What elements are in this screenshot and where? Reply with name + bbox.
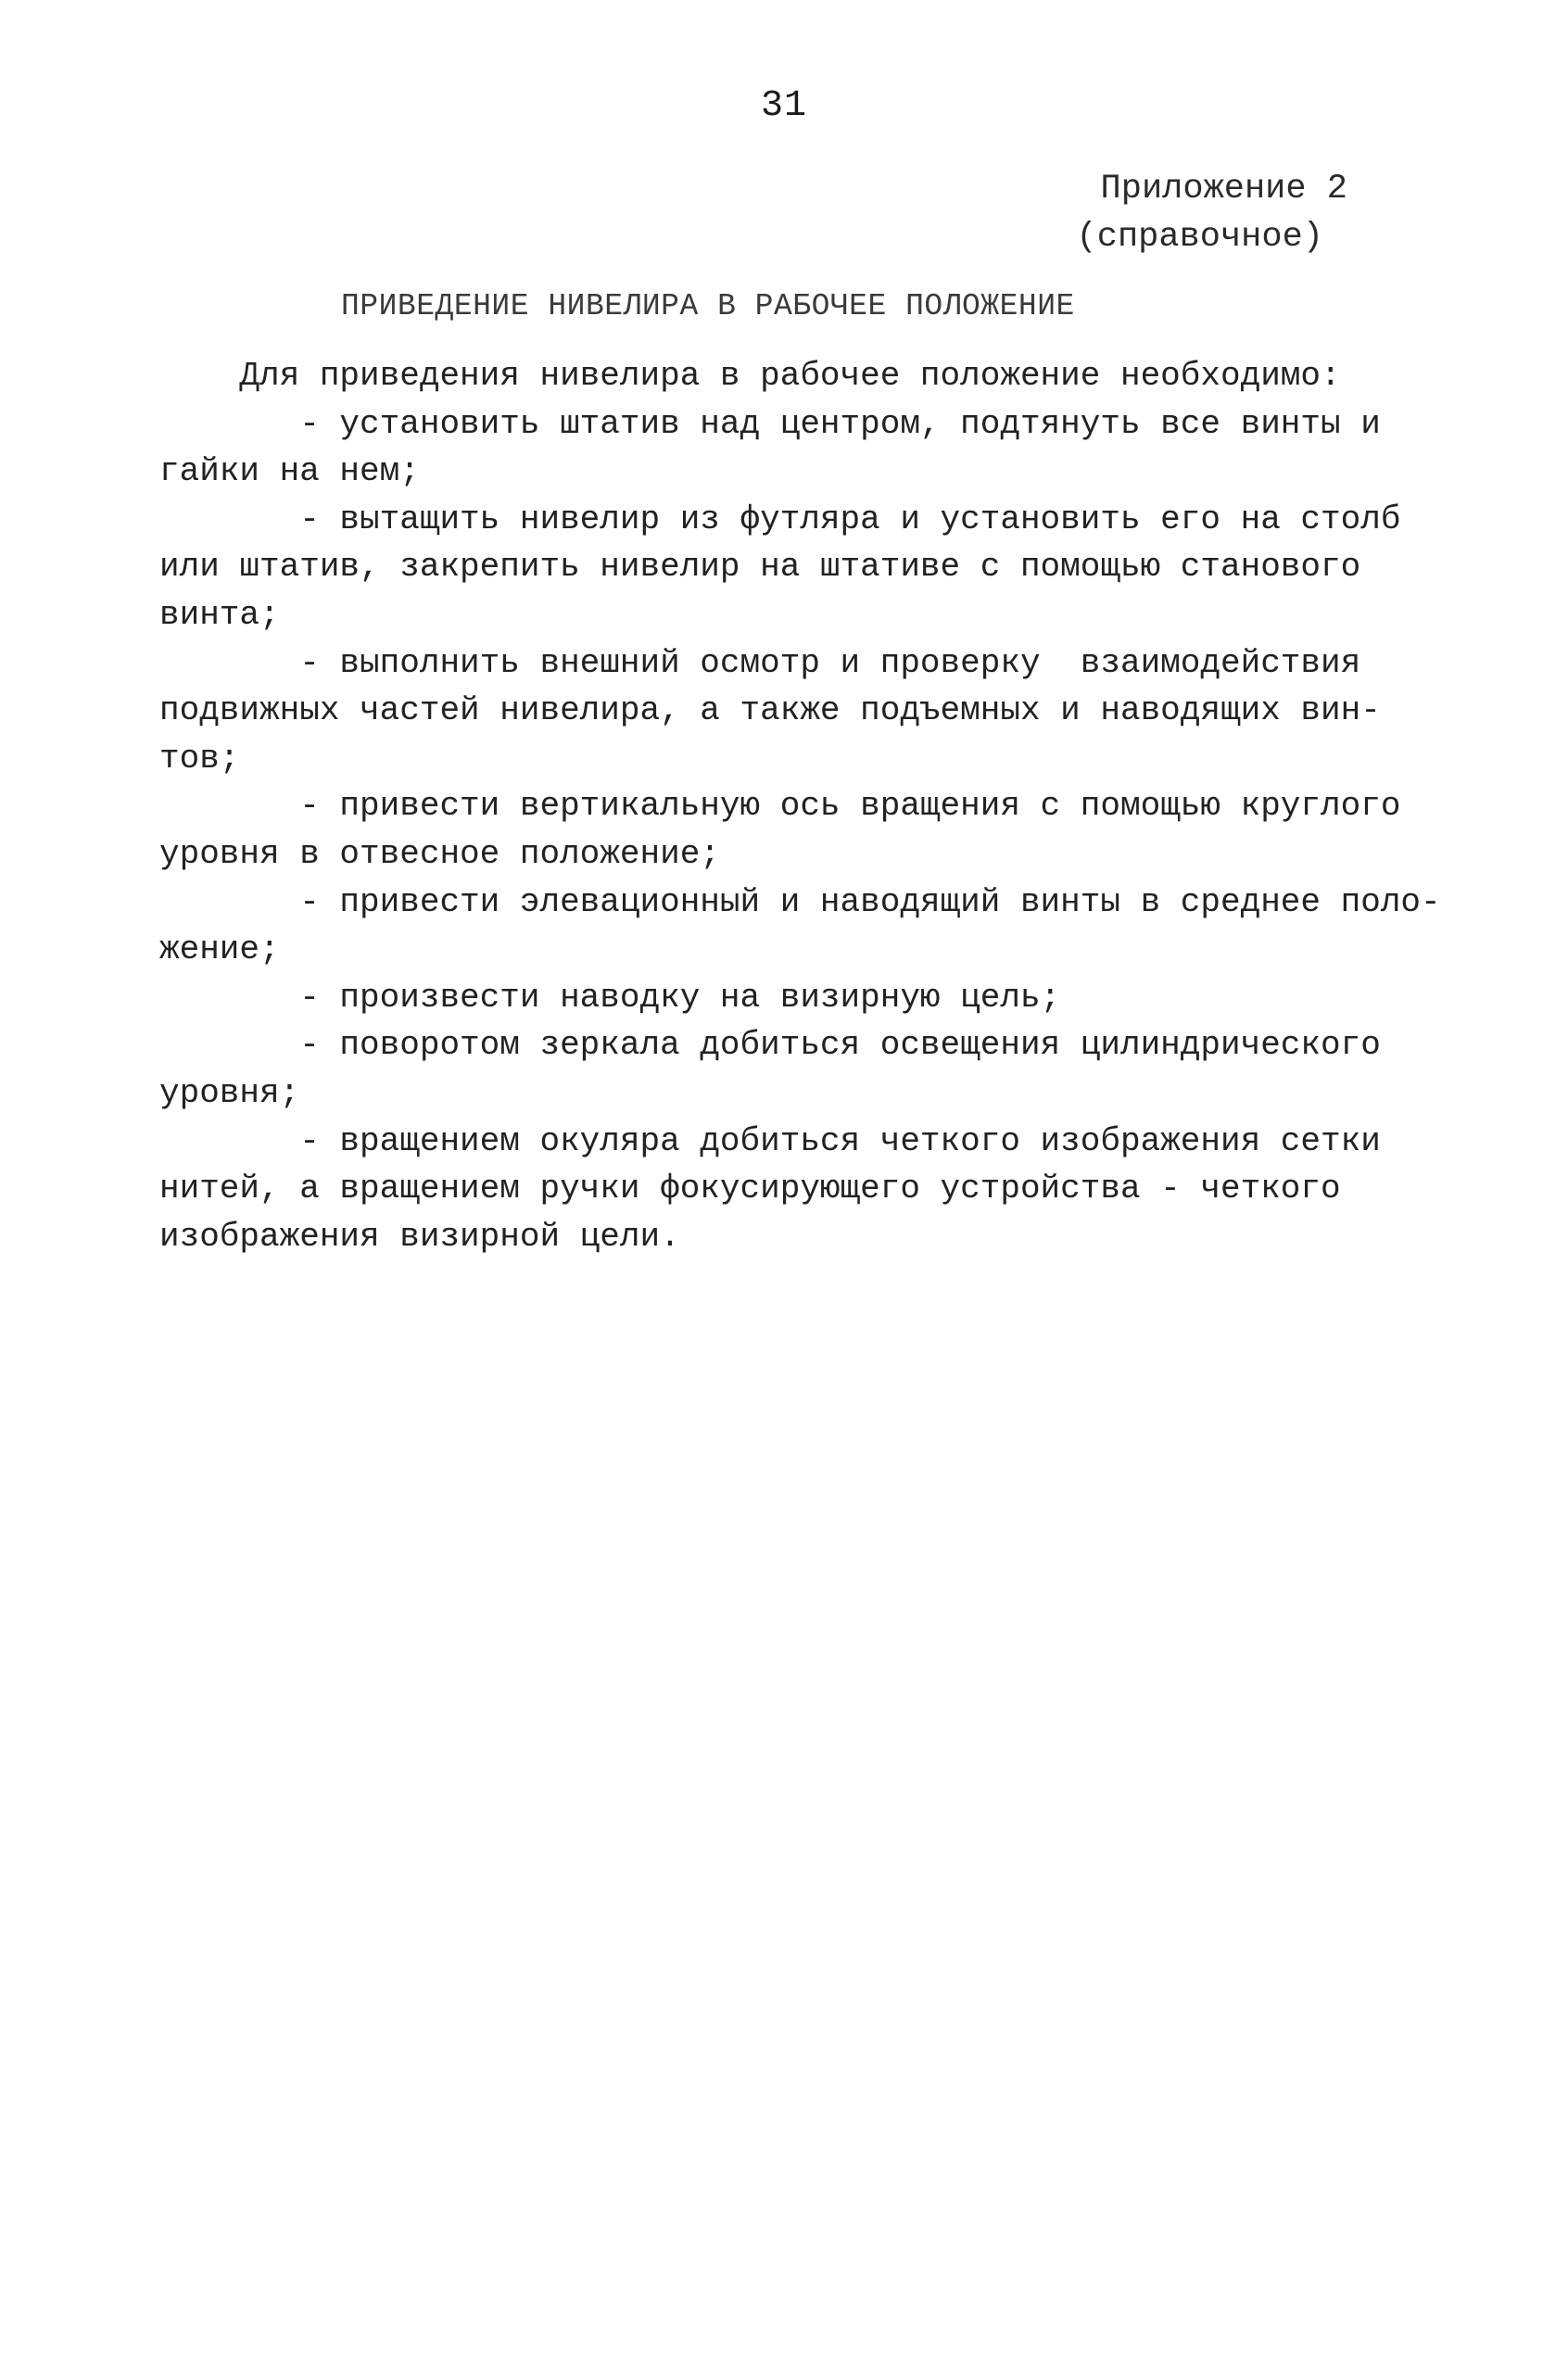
body-line: гайки на нем; bbox=[159, 452, 420, 491]
body-line: Для приведения нивелира в рабочее положение необходимо: bbox=[159, 357, 1341, 395]
body-line: жение; bbox=[159, 930, 280, 969]
body-line: - выполнить внешний осмотр и проверку взаимодействия bbox=[159, 643, 1361, 682]
section-title: ПРИВЕДЕНИЕ НИВЕЛИРА В РАБОЧЕЕ ПОЛОЖЕНИЕ bbox=[341, 289, 1075, 323]
body-line: изображения визирной цели. bbox=[159, 1217, 680, 1256]
appendix-type: (справочное) bbox=[1076, 218, 1323, 257]
body-line: - установить штатив над центром, подтянуть все винты и bbox=[159, 404, 1381, 443]
body-line: - привести элевационный и наводящий винты в среднее поло- bbox=[159, 882, 1441, 921]
body-line: нитей, а вращением ручки фокусирующего устройства - четкого bbox=[159, 1170, 1341, 1208]
body-line: - привести вертикальную ось вращения с помощью круглого bbox=[159, 787, 1401, 826]
body-line: - вращением окуляра добиться четкого изображения сетки bbox=[159, 1121, 1381, 1160]
body-line: уровня; bbox=[159, 1073, 300, 1112]
body-line: - произвести наводку на визирную цель; bbox=[159, 978, 1061, 1017]
appendix-label bbox=[1077, 165, 1347, 261]
body-line: подвижных частей нивелира, а также подъемных и наводящих вин- bbox=[159, 691, 1381, 730]
body-line: или штатив, закрепить нивелир на штативе с помощью станового bbox=[159, 548, 1361, 587]
body-line: винта; bbox=[159, 595, 280, 634]
body-line: - поворотом зеркала добиться освещения цилиндрического bbox=[159, 1026, 1381, 1065]
body-line: тов; bbox=[159, 739, 240, 778]
body-line: уровня в отвесное положение; bbox=[159, 834, 720, 873]
instruction-body bbox=[159, 352, 1441, 1260]
page-number: 31 bbox=[760, 85, 807, 127]
appendix-number: Приложение 2 bbox=[1100, 170, 1347, 209]
body-line: - вытащить нивелир из футляра и установить его на столб bbox=[159, 500, 1401, 538]
